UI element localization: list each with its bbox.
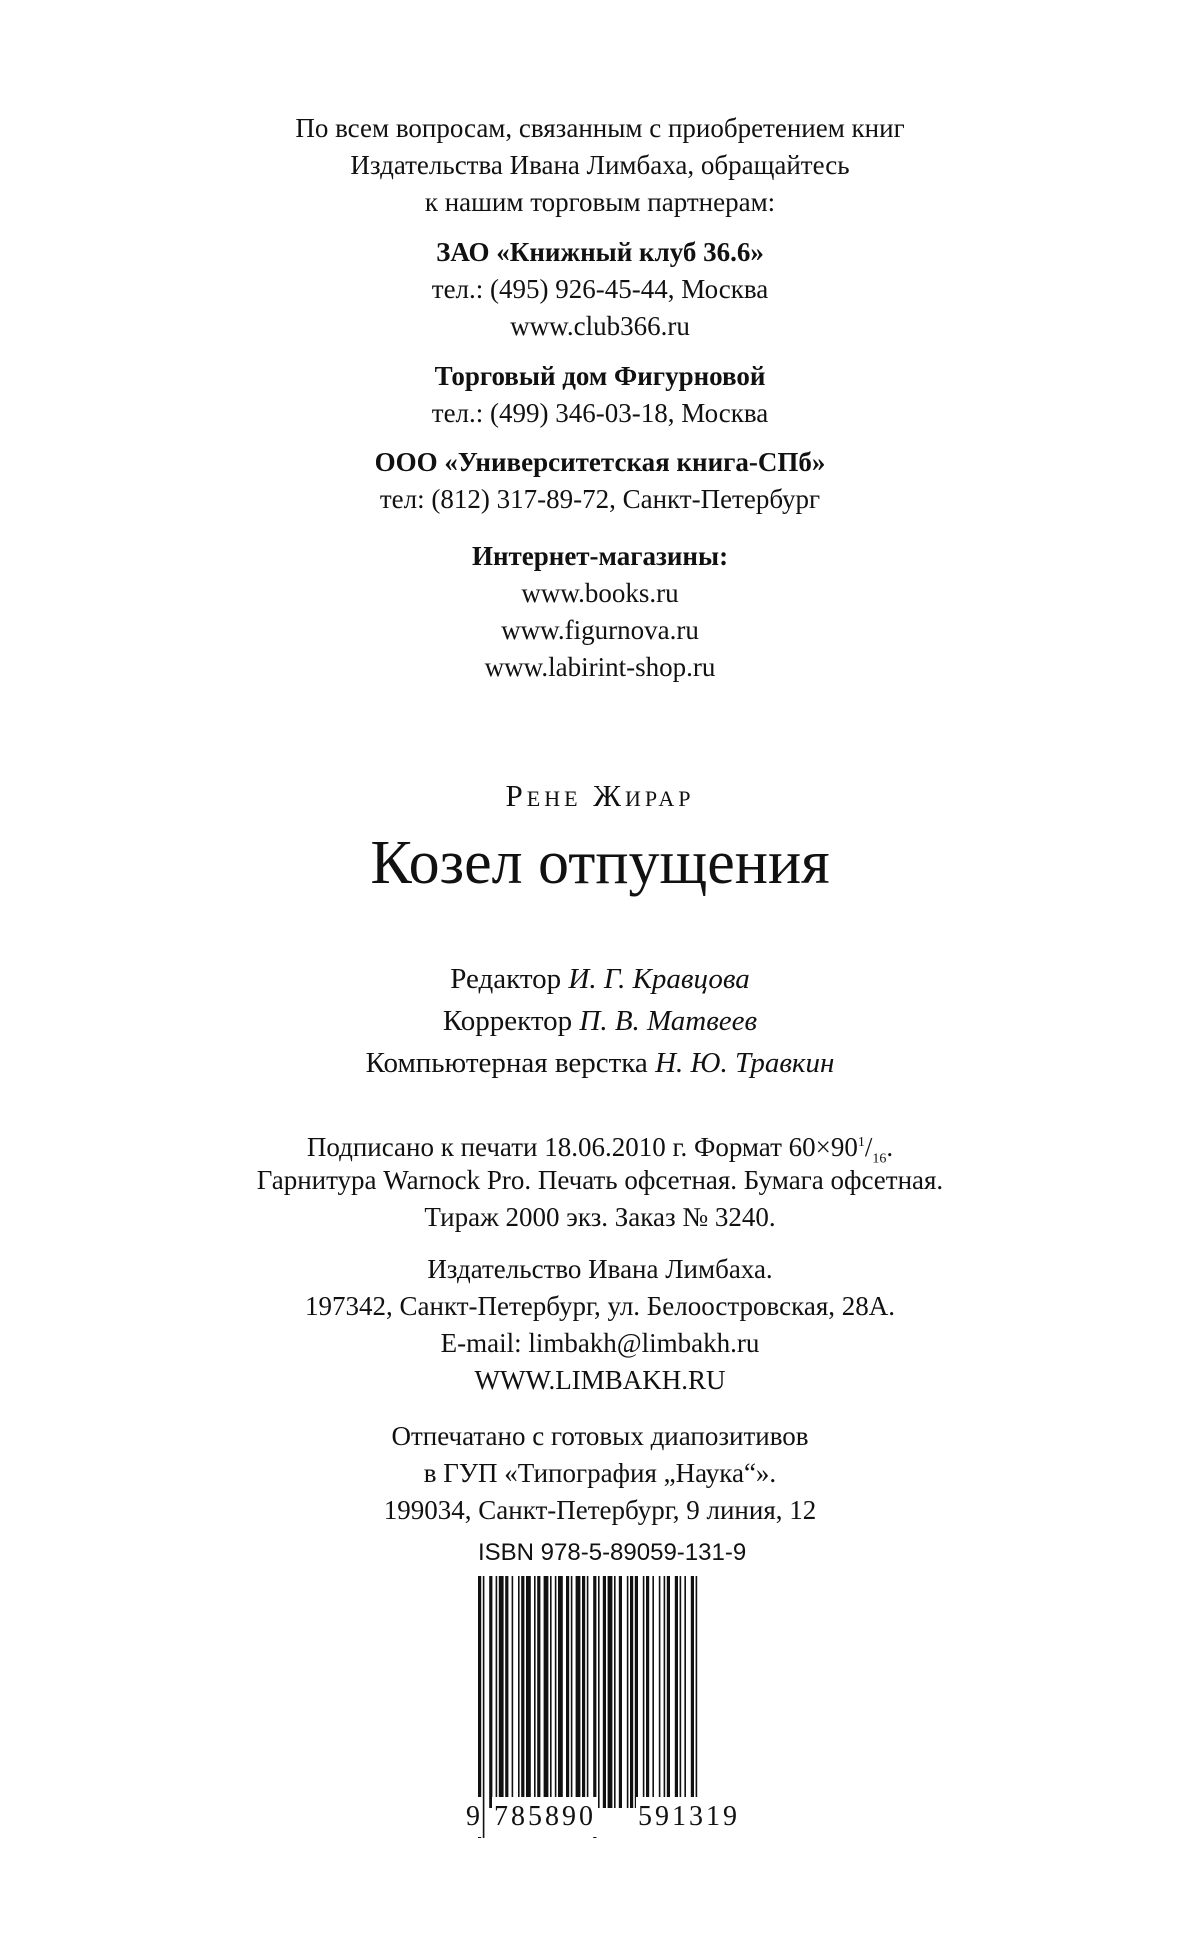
credit-editor-name: И. Г. Кравцова — [568, 963, 750, 995]
credit-editor-role: Редактор — [450, 963, 562, 995]
partner-club-name: ЗАО «Книжный клуб 36.6» — [436, 237, 764, 267]
credit-layout-role: Компьютерная верстка — [365, 1047, 648, 1079]
barcode-bar — [691, 1576, 694, 1808]
barcode-bar — [696, 1576, 698, 1808]
barcode-bar — [667, 1576, 670, 1808]
printer-line-3: 199034, Санкт-Петербург, 9 линия, 12 — [383, 1495, 817, 1525]
partners-intro-line-3: к нашим торговым партнерам: — [424, 187, 776, 217]
barcode-bar — [635, 1576, 638, 1808]
barcode-bar — [526, 1576, 531, 1808]
credit-layout-name: Н. Ю. Травкин — [655, 1047, 835, 1079]
publisher-email: E-mail: limbakh@limbakh.ru — [440, 1328, 760, 1358]
format-sup: 1 — [857, 1135, 865, 1150]
barcode-bar — [550, 1576, 552, 1808]
barcode-bar — [582, 1576, 585, 1808]
printer-line-1: Отпечатано с готовых диапозитивов — [391, 1421, 809, 1451]
barcode-bar — [544, 1576, 549, 1808]
barcode-bar — [603, 1576, 606, 1808]
format-end: . — [886, 1132, 894, 1162]
barcode-digit-group-2: 591319 — [636, 1797, 742, 1837]
barcode-bar — [619, 1576, 622, 1808]
partner-univ-phone: тел: (812) 317-89-72, Санкт-Петербург — [379, 484, 821, 514]
credit-corrector-name: П. В. Матвеев — [579, 1005, 758, 1037]
online-shop-3: www.labirint-shop.ru — [484, 652, 716, 682]
isbn-label: ISBN 978-5-89059-131-9 — [478, 1539, 747, 1566]
partner-club-phone: тел.: (495) 926-45-44, Москва — [431, 274, 769, 304]
barcode-bar — [489, 1576, 492, 1808]
print-run: Тираж 2000 экз. Заказ № 3240. — [424, 1202, 776, 1232]
print-signed: Подписано к печати 18.06.2010 г. Формат $60\times 90^1/_{16}$. — [306, 1132, 894, 1167]
barcode-digit-first: 9 — [464, 1797, 482, 1837]
barcode-bar — [627, 1576, 629, 1808]
barcode-bar — [566, 1576, 569, 1808]
barcode-bar — [505, 1576, 508, 1808]
book-title: Козел отпущения — [370, 829, 830, 897]
partners-intro-line-2: Издательства Ивана Лимбаха, обращайтесь — [350, 150, 850, 180]
publisher-name: Издательство Ивана Лимбаха. — [427, 1254, 773, 1284]
partner-figurnova-phone: тел.: (499) 346-03-18, Москва — [431, 398, 769, 428]
online-shop-2: www.figurnova.ru — [501, 615, 699, 645]
barcode-bar — [664, 1576, 666, 1808]
barcode-bar — [518, 1576, 520, 1808]
barcode-bar — [608, 1576, 613, 1808]
online-shop-1: www.books.ru — [521, 578, 679, 608]
barcode-bar — [496, 1576, 498, 1808]
barcode-bar — [684, 1576, 686, 1808]
partner-club-site: www.club366.ru — [510, 311, 690, 341]
barcode-bar — [558, 1576, 563, 1808]
barcode-bar — [499, 1576, 504, 1808]
barcode-bar — [630, 1576, 633, 1808]
partner-figurnova-name: Торговый дом Фигурновой — [434, 361, 766, 391]
credit-layout — [0, 1045, 1200, 1081]
barcode-bar — [646, 1576, 649, 1808]
book-author: Рене Жирар — [505, 778, 695, 813]
format-sub: 16 — [872, 1151, 887, 1167]
barcode-bar — [675, 1576, 678, 1808]
barcode-bar — [512, 1576, 514, 1808]
barcode-bar — [555, 1576, 557, 1808]
barcode-bar — [659, 1576, 661, 1808]
barcode-bar — [643, 1576, 645, 1808]
barcode-bar — [537, 1576, 540, 1808]
barcode-bar — [571, 1576, 573, 1808]
online-shops-heading: Интернет-магазины: — [471, 541, 729, 571]
barcode-bar — [652, 1576, 654, 1808]
printer-line-2: в ГУП «Типография „Наука“». — [423, 1458, 777, 1488]
barcode-digits — [466, 1797, 780, 1837]
barcode-bar — [534, 1576, 536, 1808]
publisher-web: WWW.LIMBAKH.RU — [474, 1365, 726, 1395]
barcode-digit-group-1: 785890 — [492, 1797, 598, 1837]
credit-editor — [0, 961, 1200, 997]
print-font-paper: Гарнитура Warnock Pro. Печать офсетная. Бумага офсетная. — [256, 1165, 944, 1195]
barcode-bar — [614, 1576, 616, 1808]
barcode-bar — [576, 1576, 581, 1808]
barcode-bar — [680, 1576, 682, 1808]
publisher-address: 197342, Санкт-Петербург, ул. Белоостровская, 28А. — [305, 1291, 895, 1321]
barcode-bar — [598, 1576, 600, 1808]
partners-intro-line-1: По всем вопросам, связанным с приобретением книг — [295, 113, 905, 143]
credit-corrector-role: Корректор — [442, 1005, 573, 1037]
barcode-bar — [521, 1576, 524, 1808]
print-signed-text: Подписано к печати 18.06.2010 г. Формат 60×90 — [306, 1132, 858, 1162]
partner-univ-name: ООО «Университетская книга-СПб» — [374, 447, 826, 477]
credit-corrector — [0, 1003, 1200, 1039]
barcode-bar — [587, 1576, 589, 1808]
